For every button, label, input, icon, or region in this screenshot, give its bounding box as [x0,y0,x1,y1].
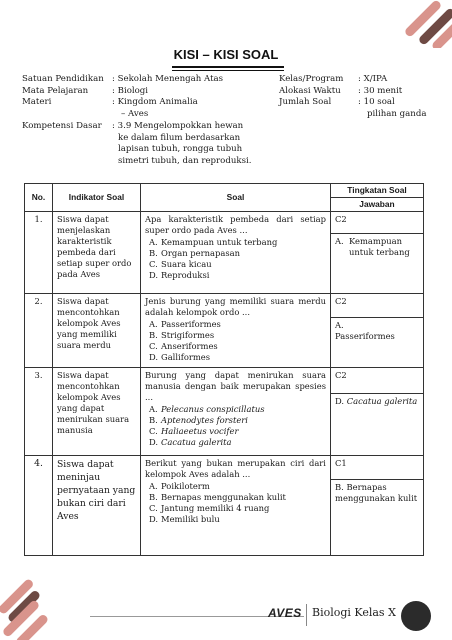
row-number: 4. [25,456,53,556]
indikator-cell: Siswa dapat meninjau pernyataan yang bukan ciri dari Aves [53,456,141,556]
table-row [25,294,424,318]
level-cell: C1 [331,456,424,480]
table-row [25,212,424,234]
page-circle-icon [401,601,431,631]
page-title: KISI – KISI SOAL [173,47,279,62]
indikator-cell: Siswa dapat mencontohkan kelompok Aves yang memiliki suara merdu [53,294,141,368]
footer-topic: AVES [268,606,302,620]
header-soal: Soal [141,184,331,212]
options-list [145,404,326,448]
option-item: B. Bernapas menggunakan kulit [149,492,286,502]
option-item: A. Pelecanus conspicillatus [149,404,265,414]
meta-label: Materi [22,97,52,107]
option-item: D. Galliformes [149,352,211,362]
row-number: 2. [25,294,53,368]
meta-value: : Sekolah Menengah Atas [112,74,224,84]
question-stem: Burung yang dapat menirukan suara manusia dengan baik merupakan spesies ... [145,370,326,402]
meta-value: : 30 menit [358,85,403,96]
corner-decoration-bottom-left [0,570,70,640]
meta-label: Mata Pelajaran [22,85,89,96]
header-indikator: Indikator Soal [53,184,141,212]
soal-cell [141,456,331,556]
meta-label: Kompetensi Dasar [22,121,102,131]
meta-value: simetri tubuh, dan reproduksi. [118,155,252,166]
option-item: A. Kemampuan untuk terbang [149,237,278,247]
meta-value: pilihan ganda [367,108,427,119]
meta-label: Jumlah Soal [279,97,332,107]
table-row [25,368,424,394]
option-item: D. Cacatua galerita [149,437,232,447]
meta-value: ke dalam filum berdasarkan [118,132,241,143]
meta-left [22,74,272,174]
answer-text: Cacatua galerita [346,396,418,406]
meta-value: – Aves [121,108,149,119]
corner-decoration-top-right [362,0,452,48]
level-cell: C2 [331,294,424,318]
answer-cell [331,480,424,556]
soal-cell [141,212,331,294]
option-item: C. Haliaeetus vocifer [149,426,239,436]
answer-letter: A. [335,320,344,330]
option-item: D. Reproduksi [149,270,210,280]
meta-value: : 3.9 Mengelompokkan hewan [112,121,244,131]
option-item: B. Strigiformes [149,330,215,340]
option-item: D. Memiliki bulu [149,514,220,524]
footer-separator [306,604,307,626]
question-stem: Apa karakteristik pembeda dari setiap super ordo pada Aves ... [145,214,326,235]
header-no: No. [25,184,53,212]
soal-cell [141,294,331,368]
options-list [145,237,326,281]
options-list [145,319,326,363]
option-item: C. Jantung memiliki 4 ruang [149,503,270,513]
meta-value: lapisan tubuh, rongga tubuh [118,144,243,154]
meta-value: : 10 soal [358,97,395,107]
meta-value: : X/IPA [358,74,388,84]
answer-text: Bernapas menggunakan kulit [335,482,418,503]
meta-label: Alokasi Waktu [279,85,341,96]
option-item: B. Organ pernapasan [149,248,241,258]
option-item: B. Aptenodytes forsteri [149,415,248,425]
meta-right [279,74,439,124]
indikator-cell: Siswa dapat mencontohkan kelompok Aves yang dapat menirukan suara manusia [53,368,141,456]
row-number: 3. [25,368,53,456]
answer-cell [331,394,424,456]
table-row [25,456,424,480]
option-item: C. Suara kicau [149,259,212,269]
option-item: A. Passeriformes [149,319,221,329]
meta-value: : Kingdom Animalia [112,97,198,107]
meta-label: Kelas/Program [279,74,344,84]
answer-text: Passeriformes [335,331,395,341]
level-cell: C2 [331,212,424,234]
option-item: A. Poikiloterm [149,481,210,491]
meta-value: : Biologi [112,85,149,96]
title-underline [172,66,284,68]
question-stem: Jenis burung yang memiliki suara merdu adalah kelompok ordo ... [145,296,326,317]
title-underline-thin [172,70,284,71]
meta-label: Satuan Pendidikan [22,74,104,84]
answer-letter: D. [335,396,345,406]
options-list [145,481,326,525]
footer-subject: Biologi Kelas X [312,606,396,619]
soal-cell [141,368,331,456]
question-stem: Berikut yang bukan merupakan ciri dari kelompok Aves adalah ... [145,458,326,479]
answer-letter: A. [335,236,344,246]
indikator-cell: Siswa dapat menjelaskan karakteristik pembeda dari setiap super ordo pada Aves [53,212,141,294]
answer-cell [331,234,424,294]
header-jawaban: Jawaban [331,198,424,212]
option-item: C. Anseriformes [149,341,218,351]
level-cell: C2 [331,368,424,394]
row-number: 1. [25,212,53,294]
answer-text: Kemampuan untuk terbang [349,236,410,257]
answer-cell [331,318,424,368]
header-tingkatan: Tingkatan Soal [331,184,424,198]
kisi-table [24,183,424,556]
answer-letter: B. [335,482,344,492]
